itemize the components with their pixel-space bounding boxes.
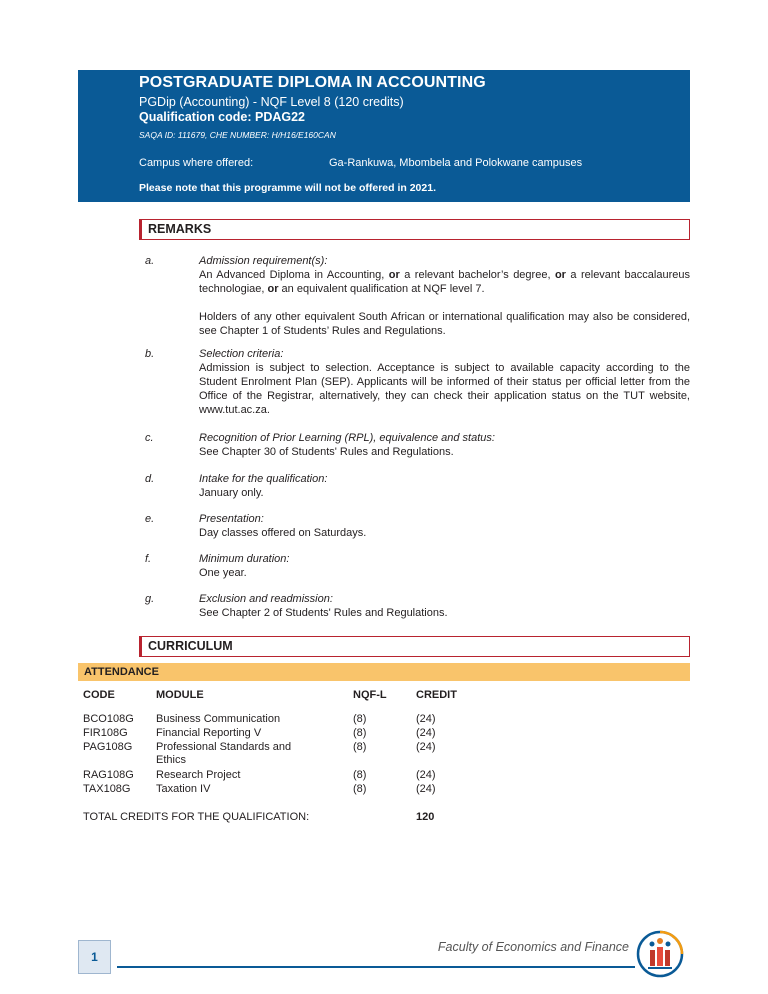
page-number: 1 [78,940,111,974]
remark-letter: e. [145,513,155,525]
module-name: Taxation IV [156,783,211,795]
remark-text: Day classes offered on Saturdays. [199,527,367,539]
module-nqf: (8) [353,727,367,739]
footer-divider [117,966,635,968]
campus-label: Campus where offered: [139,157,254,169]
module-nqf: (8) [353,783,367,795]
remark-g [145,592,690,620]
total-credits-value: 120 [416,811,435,823]
module-credit: (24) [416,713,436,725]
module-code: RAG108G [83,769,134,781]
module-nqf: (8) [353,769,367,781]
module-code: PAG108G [83,741,133,753]
remark-letter: b. [145,348,155,360]
module-credit: (24) [416,727,436,739]
remark-title: Intake for the qualification: [199,473,328,485]
column-header-module: MODULE [156,689,204,701]
module-code: TAX108G [83,783,131,795]
qualification-title: POSTGRADUATE DIPLOMA IN ACCOUNTING [139,74,486,91]
remark-text: January only. [199,487,264,499]
remark-d [145,472,690,500]
qualification-subtitle: PGDip (Accounting) - NQF Level 8 (120 credits) [139,95,404,109]
module-credit: (24) [416,783,436,795]
remark-letter: g. [145,593,155,605]
module-code: BCO108G [83,713,134,725]
remark-title: Exclusion and readmission: [199,593,333,605]
module-name: Professional Standards and Ethics [156,741,292,766]
module-nqf: (8) [353,713,367,725]
remark-text: See Chapter 2 of Students' Rules and Regulations. [199,607,448,619]
remark-title: Admission requirement(s): [199,255,328,267]
remark-text: See Chapter 30 of Students' Rules and Regulations. [199,446,454,458]
remark-text-2: Holders of any other equivalent South African or international qualification may also be considered, see Chapter 1 of Students’ Rules and Regulations. [199,311,690,337]
module-credit: (24) [416,769,436,781]
remark-letter: f. [145,553,152,565]
total-credits-label: TOTAL CREDITS FOR THE QUALIFICATION: [83,811,310,823]
qualification-header [78,70,690,202]
curriculum-heading: CURRICULUM [139,636,690,657]
column-header-credit: CREDIT [416,689,457,701]
remark-letter: c. [145,432,154,444]
qualification-code: Qualification code: PDAG22 [139,110,306,124]
module-credit: (24) [416,741,436,753]
faculty-name: Faculty of Economics and Finance [437,940,629,954]
saqa-id: SAQA ID: 111679, CHE NUMBER: H/H16/E160CAN [139,130,336,140]
remarks-heading: REMARKS [139,219,690,240]
remark-title: Minimum duration: [199,553,290,565]
module-nqf: (8) [353,741,367,753]
tut-logo-icon [636,930,684,978]
module-name: Research Project [156,769,241,781]
module-code: FIR108G [83,727,128,739]
column-header-nqf: NQF-L [353,689,387,701]
remark-title: Recognition of Prior Learning (RPL), equivalence and status: [199,432,495,444]
remark-text: An Advanced Diploma in Accounting, or a relevant bachelor’s degree, or a relevant baccalaureus technologiae, or an equivalent qualification at NQF level 7. [199,269,690,295]
offering-note: Please note that this programme will not be offered in 2021. [139,182,436,194]
remark-c [145,431,690,459]
remark-letter: d. [145,473,155,485]
attendance-bar: ATTENDANCE [78,663,690,681]
remark-f [145,552,690,580]
remark-text: One year. [199,567,247,579]
remark-a [145,254,690,338]
campus-value: Ga-Rankuwa, Mbombela and Polokwane campuses [329,157,583,169]
remark-text: Admission is subject to selection. Acceptance is subject to available capacity according to the Student Enrolment Plan (SEP). Applicants will be informed of their status per official letter from the Office of the Registrar, alternatively, they can check their application status on the TUT website, www.tut.ac.za. [199,362,690,416]
remark-e [145,512,690,540]
module-name: Financial Reporting V [156,727,262,739]
remark-letter: a. [145,255,155,267]
module-name: Business Communication [156,713,281,725]
remark-title: Selection criteria: [199,348,284,360]
remark-b [145,347,690,417]
column-header-code: CODE [83,689,115,701]
remark-title: Presentation: [199,513,264,525]
